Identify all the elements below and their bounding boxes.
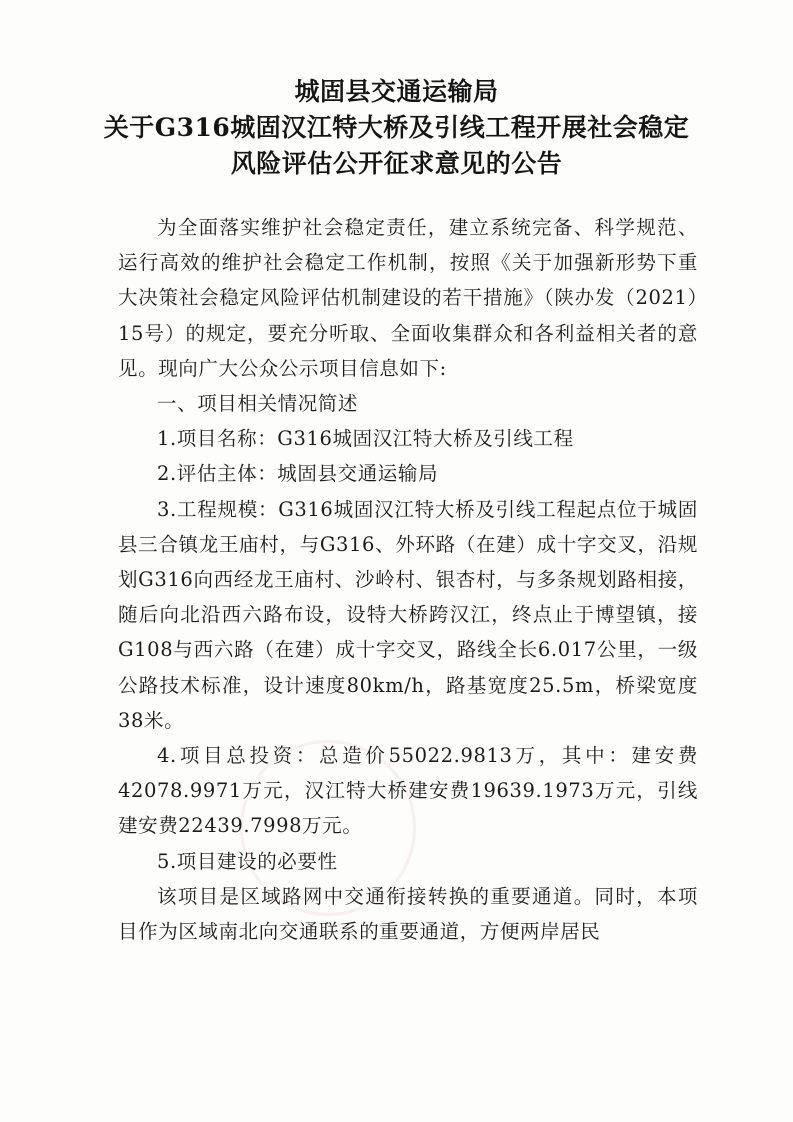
intro-paragraph: 为全面落实维护社会稳定责任，建立系统完备、科学规范、运行高效的维护社会稳定工作机制，按照《关于加强新形势下重大决策社会稳定风险评估机制建设的若干措施》（陕办发（2021）15号）的规定，要充分听取、全面收集群众和各利益相关者的意见。现向广大公众公示项目信息如下: [118, 216, 698, 380]
document-header [0, 74, 793, 182]
item-necessity-text: 该项目是区域路网中交通衔接转换的重要通道。同时，本项目作为区域南北向交通联系的重要通道，方便两岸居民 [118, 884, 698, 944]
notice-title-line-2: 风险评估公开征求意见的公告 [230, 149, 563, 178]
item-necessity-heading: 5.项目建设的必要性 [157, 849, 338, 873]
issuer-title: 城固县交通运输局 [294, 77, 499, 106]
document-body [118, 210, 698, 949]
item-project-name: 1.项目名称：G316城固汉江特大桥及引线工程 [157, 427, 574, 451]
item-assessment-subject: 2.评估主体：城固县交通运输局 [157, 462, 439, 486]
section-1-heading: 一、项目相关情况简述 [157, 392, 359, 416]
item-project-scale: 3.工程规模：G316城固汉江特大桥及引线工程起点位于城固县三合镇龙王庙村，与G316、外环路（在建）成十字交叉，沿规划G316向西经龙王庙村、沙岭村、银杏村，与多条规划路相接，随后向北沿西六路布设，设特大桥跨汉江，终点止于博望镇，接G108与西六路（在建）成十字交叉，路线全长6.017公里，一级公路技术标准，设计速度80km/h，路基宽度25.5m，桥梁宽度38米。 [118, 497, 698, 732]
item-total-investment: 4.项目总投资：总造价55022.9813万，其中：建安费42078.9971万元，汉江特大桥建安费19639.1973万元，引线建安费22439.7998万元。 [118, 744, 698, 838]
notice-title-line-1: 关于G316城固汉江特大桥及引线工程开展社会稳定 [103, 113, 690, 142]
